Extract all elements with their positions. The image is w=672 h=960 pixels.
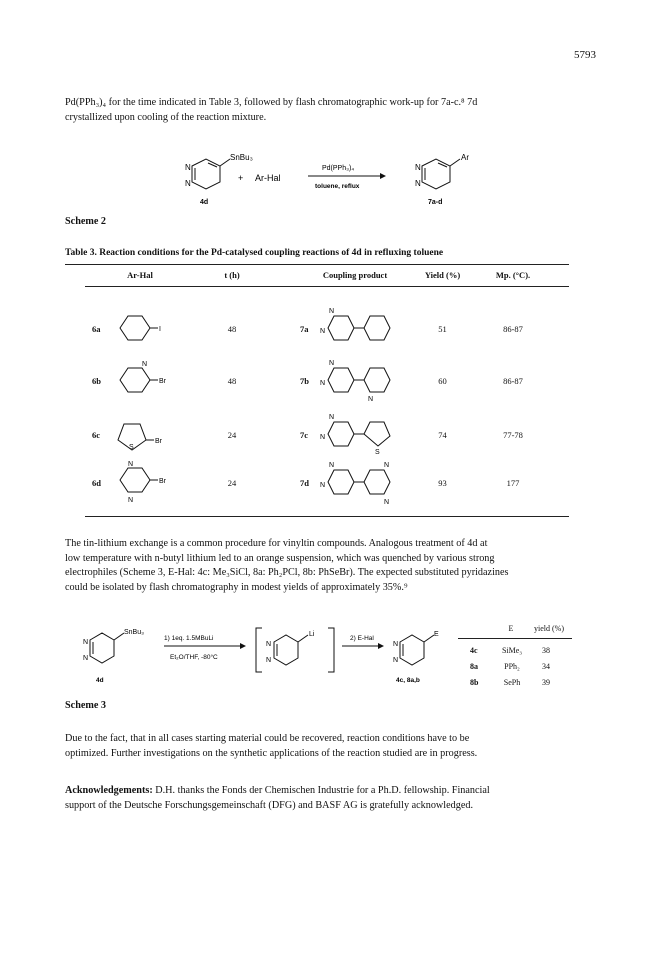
stannyl-label: SnBu₃ [230, 153, 253, 162]
scheme3-n2: N [83, 655, 89, 662]
row-6d-halide-structure [112, 458, 182, 504]
row-6c-product-structure [320, 406, 410, 458]
row-6d-product-n4: N [384, 499, 390, 506]
mini-table-rule [458, 638, 572, 639]
pyridazine-stannyl-structure [192, 159, 230, 189]
row-6c-product-n1: N [329, 414, 335, 421]
intro-paragraph [65, 96, 617, 125]
para2-line-4: could be isolated by flash chromatography in modest yields of approximately 35%.⁹ [65, 581, 408, 593]
row-6a-product-n2: N [320, 328, 326, 335]
mini-header-e: E [508, 624, 514, 633]
row-6d-product-n2: N [320, 482, 326, 489]
row-6b-mp: 86-87 [503, 376, 523, 386]
n-atom-3: N [415, 163, 421, 172]
para3-line-1: Due to the fact, that in all cases starting material could be recovered, reaction conditions have to be [65, 733, 470, 744]
scheme3-product-ring [400, 635, 434, 665]
table-3-caption [65, 248, 443, 258]
row-6d-product-id: 7d [300, 478, 309, 488]
row-6d-product-structure [320, 454, 410, 508]
lithio-li: Li [309, 631, 315, 638]
row-6b-halide-structure [112, 358, 182, 400]
mini-row-4c-yield: 38 [542, 646, 550, 655]
row-6a-product-structure [320, 300, 410, 350]
row-6d-yield: 93 [438, 478, 447, 488]
row-6a-product-id: 7a [300, 324, 309, 334]
acknowledgements [65, 784, 617, 813]
scheme3-step1-conditions: Et₂O/THF, -80°C [170, 654, 218, 661]
row-6c-halide-s: S [129, 444, 134, 451]
para2-line-3: electrophiles (Scheme 3, E-Hal: 4c: Me₃SiCl, 8a: Ph₂PCl, 8b: PhSeBr). The expected substituted pyridazines [65, 567, 509, 578]
product-compound-label: 7a-d [428, 199, 443, 206]
row-6b-product-id: 7b [300, 376, 309, 386]
row-6d-id: 6d [92, 478, 101, 488]
header-yield: Yield (%) [424, 270, 461, 280]
ack-line-1 [65, 784, 617, 799]
row-6b-product-structure [320, 352, 410, 404]
table-3-caption-text: Reaction conditions for the Pd-catalysed coupling reactions of 4d in refluxing toluene [96, 248, 444, 258]
n-atom-4: N [415, 179, 421, 188]
row-6b-halogen: Br [159, 378, 166, 385]
row-6d-time: 24 [227, 478, 237, 488]
scheme3-stannyl: SnBu₃ [124, 629, 144, 636]
row-6d-product-n1: N [329, 462, 335, 469]
row-6a-id: 6a [92, 324, 101, 334]
row-6b-yield: 60 [438, 376, 447, 386]
header-time: t (h) [224, 270, 240, 280]
scheme3-step2-reagent: 2) E-Hal [350, 635, 374, 642]
scheme-3-label: Scheme 3 [65, 700, 107, 711]
ack-line-1-text: D.H. thanks the Fonds der Chemischen Industrie for a Ph.D. fellowship. Financial [152, 785, 490, 796]
reagent-label: Ar-Hal [255, 173, 281, 183]
row-6c-product-n2: N [320, 434, 326, 441]
aryl-label: Ar [461, 153, 469, 162]
lithio-intermediate-bracket [256, 628, 334, 672]
row-6a-yield: 51 [438, 324, 447, 334]
header-mp: Mp. (°C). [495, 270, 531, 280]
row-6c-id: 6c [92, 430, 101, 440]
header-product: Coupling product [322, 270, 388, 280]
para2-line-1: The tin-lithium exchange is a common procedure for vinyltin compounds. Analogous treatment of 4d at [65, 538, 488, 549]
mini-row-8a-group: PPh₂ [504, 662, 520, 671]
pyridazine-aryl-structure [422, 159, 460, 189]
row-6c-yield: 74 [438, 430, 447, 440]
table-3-caption-label: Table 3. [65, 248, 97, 258]
row-6d-halide-n2: N [128, 497, 134, 504]
scheme3-stannyl-ring [90, 633, 124, 663]
scheme-2-graphic [160, 148, 520, 218]
mini-row-8b-yield: 39 [542, 678, 550, 687]
scheme3-n1: N [83, 639, 89, 646]
catalyst-label: Pd(PPh₃)₄ [322, 165, 355, 172]
row-6b-halide-n: N [142, 361, 148, 368]
row-6c-product-s: S [375, 449, 380, 456]
table-header-rule [85, 286, 569, 287]
row-6c-halogen: Br [155, 438, 162, 445]
scheme-3-graphic [78, 610, 448, 690]
n-atom-1: N [185, 163, 191, 172]
conditions-label: toluene, reflux [315, 183, 360, 190]
mini-row-8a-yield: 34 [542, 662, 550, 671]
product-n2: N [393, 657, 399, 664]
row-6b-id: 6b [92, 376, 101, 386]
product-e: E [434, 631, 439, 638]
para3-line-2: optimized. Further investigations on the synthetic applications of the reaction studied are in progress. [65, 747, 478, 759]
lithio-n1: N [266, 641, 272, 648]
row-6b-time: 48 [227, 376, 237, 386]
page-number: 5793 [574, 49, 596, 61]
row-6a-mp: 86-87 [503, 324, 523, 334]
row-6c-time: 24 [227, 430, 237, 440]
ack-line-2: support of the Deutsche Forschungsgemeinschaft (DFG) and BASF AG is gratefully acknowledged. [65, 799, 473, 811]
row-6a-time: 48 [227, 324, 237, 334]
row-6d-mp: 177 [506, 478, 520, 488]
scheme3-arrow-2-head [378, 643, 384, 649]
scheme3-product-label: 4c, 8a,b [396, 677, 420, 684]
plus-sign: + [238, 173, 244, 183]
start-compound-label: 4d [200, 199, 209, 206]
product-n1: N [393, 641, 399, 648]
mini-row-8b-group: SePh [503, 678, 521, 687]
header-ar-hal: Ar-Hal [127, 270, 153, 280]
scheme3-arrow-1-head [240, 643, 246, 649]
row-6a-halogen: I [159, 326, 161, 333]
row-6c-halide-structure [112, 412, 182, 454]
row-6b-product-n2: N [320, 380, 326, 387]
conclusion-paragraph [65, 732, 617, 761]
row-6c-product-id: 7c [300, 430, 309, 440]
para2-line-2: low temperature with n-butyl lithium led to an orange suspension, which was quenched by various strong [65, 552, 495, 564]
row-6b-product-n1: N [329, 360, 335, 367]
row-6a-halide-structure [112, 308, 182, 348]
row-6d-product-n3: N [384, 462, 390, 469]
arrow-head [380, 173, 386, 179]
intro-line-2: crystallized upon cooling of the reaction mixture. [65, 111, 267, 123]
mini-row-8a-id: 8a [470, 662, 478, 671]
row-6d-halide-n1: N [128, 461, 134, 468]
row-6a-product-n1: N [329, 308, 335, 315]
row-6d-halogen: Br [159, 478, 166, 485]
ack-label: Acknowledgements: [65, 785, 153, 796]
table-bottom-rule [85, 516, 569, 517]
scheme3-start-label: 4d [96, 677, 104, 684]
tin-lithium-paragraph [65, 537, 617, 595]
mini-row-4c-id: 4c [470, 646, 478, 655]
scheme-2-label: Scheme 2 [65, 216, 107, 227]
mini-header-yield: yield (%) [534, 624, 564, 633]
row-6c-mp: 77-78 [503, 430, 523, 440]
row-6b-product-n3: N [368, 396, 374, 403]
mini-row-4c-group: SiMe₃ [501, 646, 523, 655]
n-atom-2: N [185, 179, 191, 188]
mini-row-8b-id: 8b [470, 678, 479, 687]
intro-line-1: Pd(PPh₃)₄ for the time indicated in Table 3, followed by flash chromatographic work-up for 7a-c.⁸ 7d [65, 97, 478, 108]
table-top-rule [65, 264, 569, 265]
scheme3-step1-reagent: 1) 1eq. 1.5MBuLi [164, 635, 214, 642]
lithio-n2: N [266, 657, 272, 664]
